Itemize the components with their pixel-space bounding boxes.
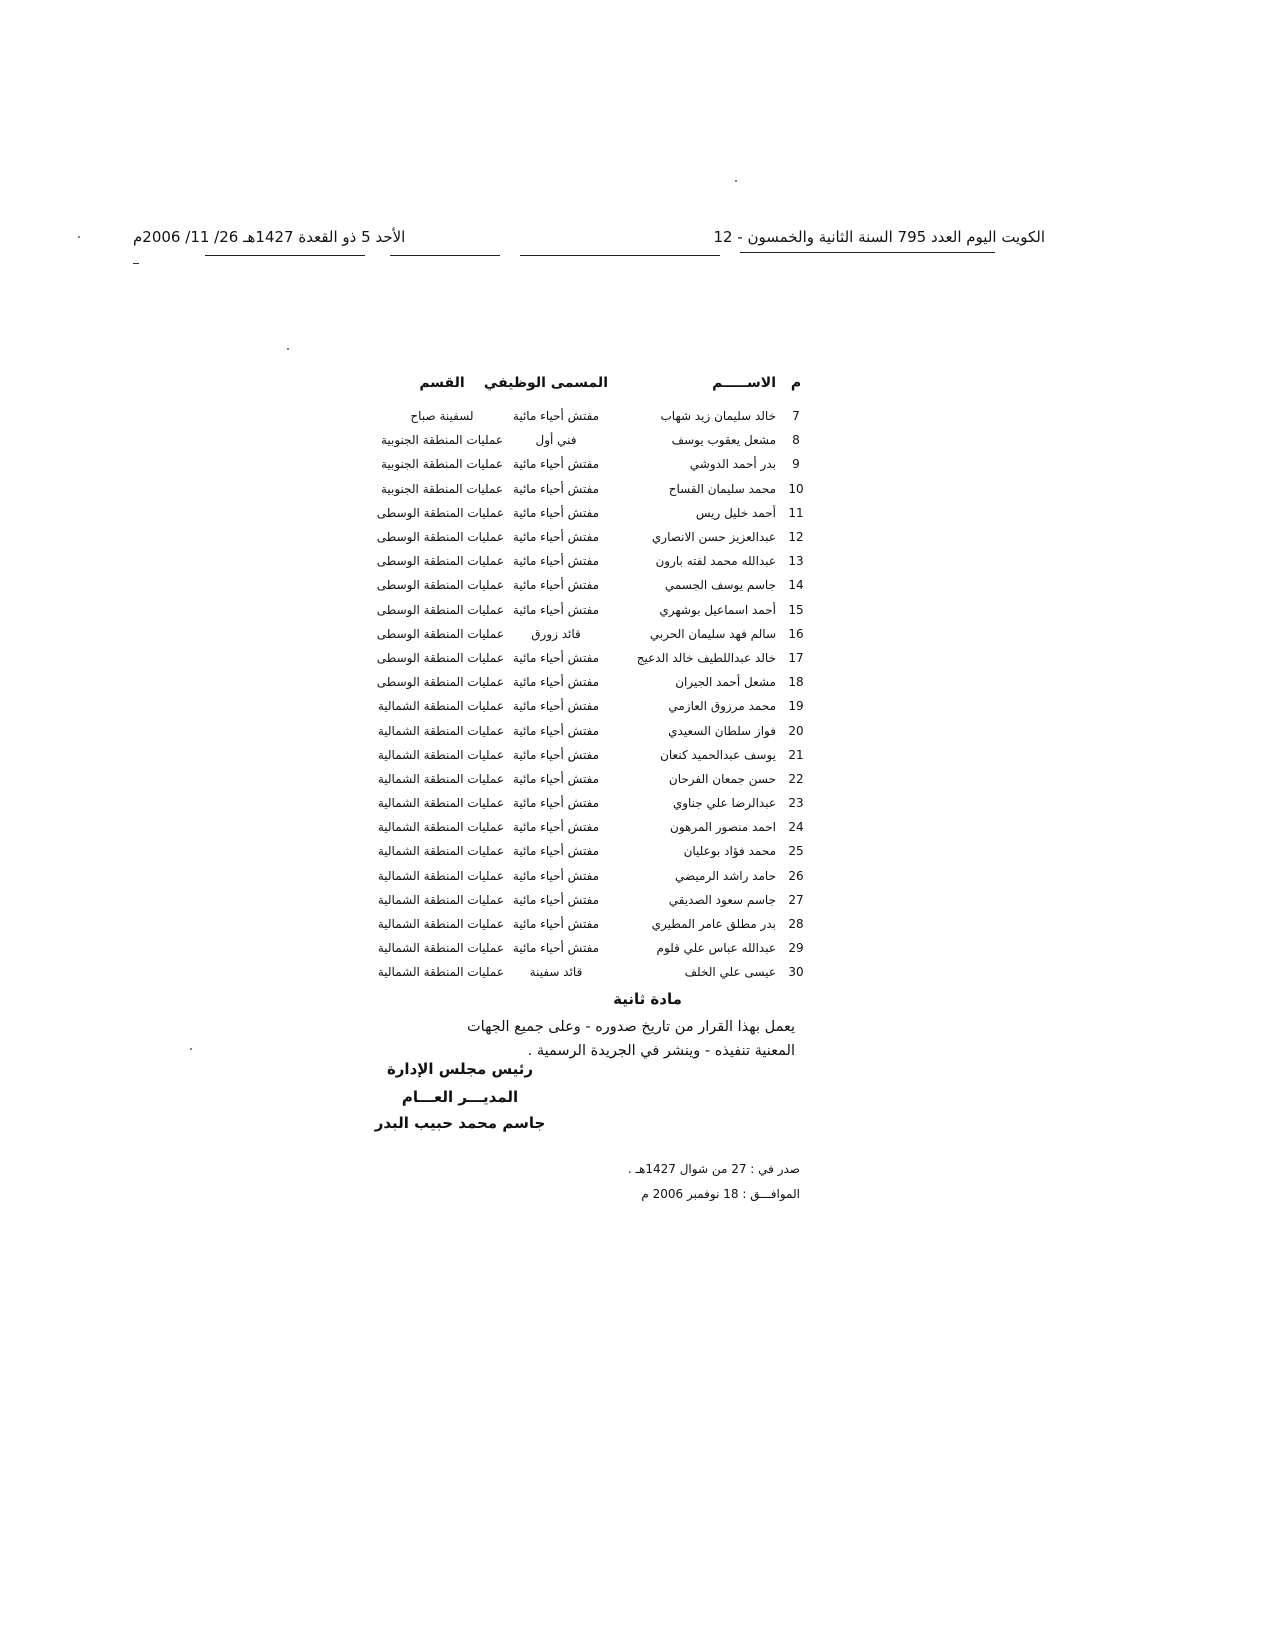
- signature-role: المديـــر العـــام: [401, 1088, 519, 1106]
- job-title: مفتش أحياء مائية: [512, 917, 600, 932]
- table-row: [377, 839, 810, 863]
- job-title: مفتش أحياء مائية: [512, 409, 600, 424]
- department: عمليات المنطقة الشمالية: [377, 747, 504, 762]
- department: عمليات المنطقة الوسطى: [376, 675, 504, 690]
- department: عمليات المنطقة الجنوبية: [380, 481, 504, 496]
- department: عمليات المنطقة الشمالية: [377, 844, 504, 859]
- employee-name: خالد عبداللطيف خالد الدعيج: [636, 650, 776, 665]
- employee-name: مشعل أحمد الجيران: [675, 675, 776, 690]
- job-title: قائد زورق: [531, 626, 581, 641]
- row-number: 24: [788, 820, 804, 835]
- department: عمليات المنطقة الشمالية: [377, 917, 504, 932]
- job-title: مفتش أحياء مائية: [512, 723, 600, 738]
- job-title: مفتش أحياء مائية: [512, 578, 600, 593]
- col-header-title: المسمى الوظيفي: [483, 375, 608, 391]
- row-number: 26: [788, 868, 804, 883]
- signature-position: رئيس مجلس الإدارة: [386, 1060, 534, 1078]
- row-number: 9: [792, 457, 800, 472]
- department: عمليات المنطقة الوسطى: [376, 602, 504, 617]
- employee-name: بدر مطلق عامر المطيري: [651, 917, 776, 932]
- employee-name: خالد سليمان زيد شهاب: [660, 409, 776, 424]
- employee-name: جاسم سعود الصديقي: [668, 892, 776, 907]
- job-title: مفتش أحياء مائية: [512, 505, 600, 520]
- row-number: 28: [788, 917, 804, 932]
- employee-name: عيسى علي الخلف: [684, 965, 776, 980]
- department: عمليات المنطقة الجنوبية: [380, 457, 504, 472]
- table-row: [376, 622, 810, 646]
- employee-name: محمد مرزوق العازمي: [668, 699, 776, 714]
- employee-name: فواز سلطان السعيدي: [668, 723, 776, 738]
- table-row: [376, 598, 810, 622]
- table-row: [377, 936, 810, 960]
- department: عمليات المنطقة الشمالية: [377, 965, 504, 980]
- employee-name: عبدالعزيز حسن الانصاري: [651, 530, 776, 545]
- department: عمليات المنطقة الوسطى: [376, 626, 504, 641]
- department: عمليات المنطقة الشمالية: [377, 868, 504, 883]
- department: عمليات المنطقة الوسطى: [376, 530, 504, 545]
- employee-name: بدر أحمد الدوشي: [689, 457, 776, 472]
- employee-table: [376, 368, 810, 985]
- table-row: [377, 912, 810, 936]
- row-number: 11: [788, 505, 804, 520]
- job-title: مفتش أحياء مائية: [512, 650, 600, 665]
- row-number: 30: [788, 965, 804, 980]
- employee-name: أحمد خليل ريس: [695, 505, 776, 520]
- table-row: [376, 646, 810, 670]
- header-rule: [205, 255, 365, 256]
- row-number: 27: [788, 892, 804, 907]
- job-title: مفتش أحياء مائية: [512, 481, 600, 496]
- department: عمليات المنطقة الشمالية: [377, 771, 504, 786]
- employee-name: احمد منصور المرهون: [670, 820, 776, 835]
- header-rule: [390, 255, 500, 256]
- department: عمليات المنطقة الشمالية: [377, 796, 504, 811]
- employee-name: عبدالرضا علي جناوي: [672, 796, 776, 811]
- employee-name: محمد فؤاد بوعليان: [683, 844, 776, 859]
- scan-speck: [190, 1048, 192, 1050]
- table-row: [377, 864, 810, 888]
- department: عمليات المنطقة الوسطى: [376, 505, 504, 520]
- row-number: 18: [788, 675, 804, 690]
- job-title: مفتش أحياء مائية: [512, 868, 600, 883]
- employee-name: حسن جمعان الفرحان: [668, 771, 776, 786]
- col-header-dept: القسم: [419, 375, 465, 391]
- table-row: [380, 477, 810, 501]
- col-header-name: الاســـــم: [712, 375, 776, 391]
- scan-speck: [78, 236, 80, 238]
- table-row: [380, 428, 810, 452]
- department: عمليات المنطقة الشمالية: [377, 892, 504, 907]
- row-number: 14: [788, 578, 804, 593]
- table-row: [377, 767, 810, 791]
- employee-name: عبدالله محمد لفته بارون: [655, 554, 776, 569]
- job-title: مفتش أحياء مائية: [512, 554, 600, 569]
- table-row: [380, 452, 810, 476]
- header-rule: [520, 255, 720, 256]
- row-number: 16: [788, 626, 804, 641]
- article-title: مادة ثانية: [613, 990, 682, 1008]
- article-line-1: يعمل بهذا القرار من تاريخ صدوره - وعلى جميع الجهات: [467, 1019, 795, 1035]
- employee-name: سالم فهد سليمان الحربي: [649, 626, 776, 641]
- row-number: 15: [788, 602, 804, 617]
- job-title: مفتش أحياء مائية: [512, 530, 600, 545]
- row-number: 10: [788, 481, 804, 496]
- row-number: 8: [792, 433, 800, 448]
- row-number: 21: [788, 747, 804, 762]
- employee-name: أحمد اسماعيل بوشهري: [659, 602, 776, 617]
- row-number: 29: [788, 941, 804, 956]
- employee-name: يوسف عبدالحميد كنعان: [660, 747, 776, 762]
- row-number: 19: [788, 699, 804, 714]
- job-title: مفتش أحياء مائية: [512, 844, 600, 859]
- table-row: [380, 404, 810, 428]
- issued-date-gregorian: الموافـــق : 18 نوفمبر 2006 م: [641, 1187, 800, 1201]
- row-number: 23: [788, 796, 804, 811]
- issued-date-hijri: صدر في : 27 من شوال 1427هـ .: [627, 1162, 800, 1176]
- table-row: [377, 743, 810, 767]
- row-number: 20: [788, 723, 804, 738]
- employee-name: حامد راشد الرميضي: [675, 868, 776, 883]
- row-number: 13: [788, 554, 804, 569]
- department: عمليات المنطقة الجنوبية: [380, 433, 504, 448]
- employee-name: مشعل يعقوب يوسف: [671, 433, 776, 448]
- department: عمليات المنطقة الوسطى: [376, 554, 504, 569]
- job-title: مفتش أحياء مائية: [512, 675, 600, 690]
- department: عمليات المنطقة الشمالية: [377, 699, 504, 714]
- table-row: [376, 573, 810, 597]
- job-title: مفتش أحياء مائية: [512, 457, 600, 472]
- department: لسفينة صباح: [410, 409, 474, 424]
- table-row: [376, 549, 810, 573]
- article-line-2: المعنية تنفيذه - وينشر في الجريدة الرسمية .: [527, 1043, 795, 1059]
- table-row: [377, 718, 810, 742]
- department: عمليات المنطقة الشمالية: [377, 723, 504, 738]
- job-title: مفتش أحياء مائية: [512, 699, 600, 714]
- row-number: 17: [788, 650, 804, 665]
- table-row: [377, 694, 810, 718]
- job-title: مفتش أحياء مائية: [512, 602, 600, 617]
- job-title: مفتش أحياء مائية: [512, 796, 600, 811]
- employee-name: عبدالله عباس علي قلوم: [656, 941, 776, 956]
- table-header: [380, 368, 810, 398]
- job-title: مفتش أحياء مائية: [512, 747, 600, 762]
- signature-name: جاسم محمد حبيب البدر: [374, 1114, 546, 1132]
- job-title: فني أول: [535, 433, 577, 448]
- table-row: [376, 670, 810, 694]
- header-date: الأحد 5 ذو القعدة 1427هـ 26/ 11/ 2006م: [133, 228, 406, 246]
- job-title: مفتش أحياء مائية: [512, 892, 600, 907]
- job-title: قائد سفينة: [529, 965, 583, 980]
- department: عمليات المنطقة الشمالية: [377, 820, 504, 835]
- row-number: 7: [792, 409, 800, 424]
- table-row: [377, 888, 810, 912]
- job-title: مفتش أحياء مائية: [512, 941, 600, 956]
- table-row: [377, 960, 810, 984]
- job-title: مفتش أحياء مائية: [512, 771, 600, 786]
- header-rule: [133, 263, 139, 264]
- scan-speck: [287, 348, 289, 350]
- job-title: مفتش أحياء مائية: [512, 820, 600, 835]
- header-rule: [740, 252, 995, 253]
- article-body: [395, 1015, 795, 1063]
- row-number: 25: [788, 844, 804, 859]
- employee-name: محمد سليمان القساح: [668, 481, 776, 496]
- table-row: [376, 525, 810, 549]
- header-publication-info: الكويت اليوم العدد 795 السنة الثانية والخمسون - 12: [713, 228, 1045, 246]
- col-header-num: م: [790, 375, 802, 391]
- department: عمليات المنطقة الوسطى: [376, 578, 504, 593]
- row-number: 22: [788, 771, 804, 786]
- table-body: [376, 404, 810, 985]
- employee-name: جاسم يوسف الجسمي: [664, 578, 776, 593]
- scan-speck: [735, 180, 737, 182]
- row-number: 12: [788, 530, 804, 545]
- department: عمليات المنطقة الشمالية: [377, 941, 504, 956]
- table-row: [377, 815, 810, 839]
- department: عمليات المنطقة الوسطى: [376, 650, 504, 665]
- table-row: [376, 501, 810, 525]
- table-row: [377, 791, 810, 815]
